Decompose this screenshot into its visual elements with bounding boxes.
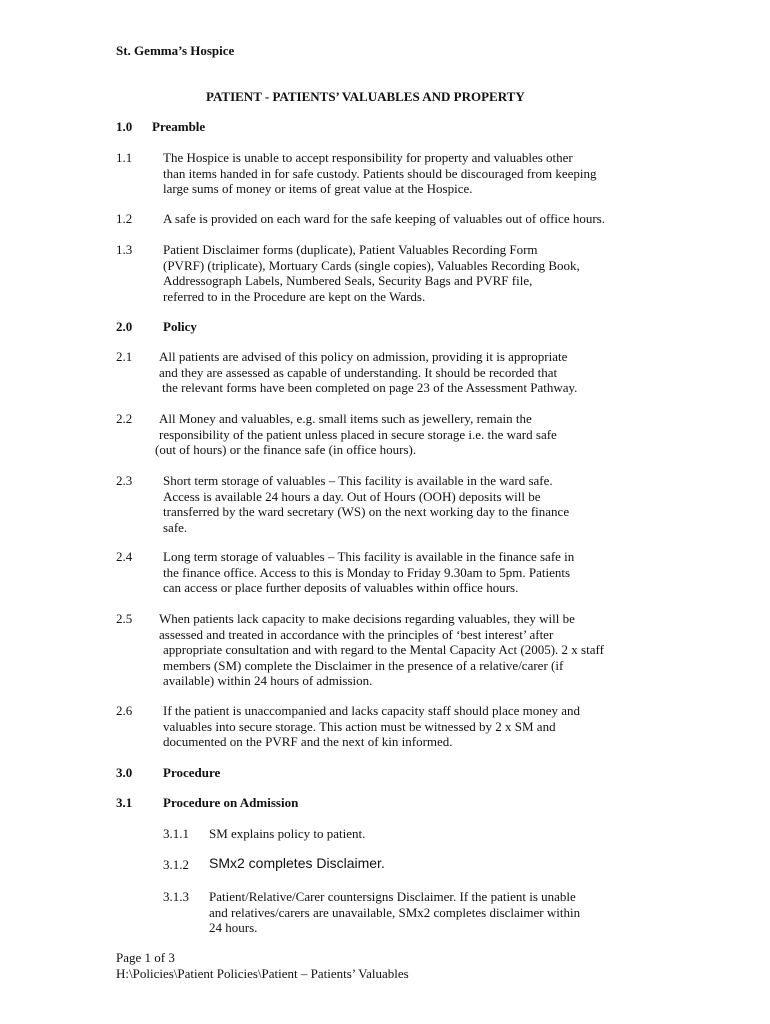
- section-number: 2.0: [116, 319, 133, 334]
- subclause-number: 3.1.3: [163, 889, 189, 904]
- clause-line: If the patient is unaccompanied and lacks capacity staff should place money and: [163, 703, 581, 718]
- clause-line: (out of hours) or the finance safe (in office hours).: [155, 442, 417, 457]
- clause-line: (PVRF) (triplicate), Mortuary Cards (single copies), Valuables Recording Book,: [163, 257, 580, 273]
- clause-number: 2.1: [116, 349, 133, 364]
- organisation-header: St. Gemma’s Hospice: [116, 43, 235, 58]
- clause-text: [163, 211, 605, 227]
- page-number: Page 1 of 3: [116, 950, 175, 965]
- section-number: 1.0: [116, 119, 133, 134]
- clause-line: and they are assessed as capable of understanding. It should be recorded that: [159, 364, 558, 380]
- section-number: 3.0: [116, 765, 133, 780]
- subclause-line: SM explains policy to patient.: [209, 826, 366, 841]
- subclause-line: and relatives/carers are unavailable, SMx2 completes disclaimer within: [209, 904, 581, 920]
- clause-line: safe.: [163, 519, 188, 535]
- clause-line: All patients are advised of this policy on admission, providing it is appropriate: [159, 349, 568, 364]
- subclause-number: 3.1.2: [163, 857, 189, 872]
- clause-line: than items handed in for safe custody. Patients should be discouraged from keeping: [163, 165, 597, 181]
- subclause-text: [209, 856, 385, 872]
- clause-line: Short term storage of valuables – This facility is available in the ward safe.: [163, 473, 553, 488]
- document-title: PATIENT - PATIENTS’ VALUABLES AND PROPERTY: [206, 89, 525, 104]
- section-heading-policy: Policy: [163, 319, 197, 334]
- subclause-line: Patient/Relative/Carer countersigns Disclaimer. If the patient is unable: [209, 889, 576, 904]
- clause-line: A safe is provided on each ward for the safe keeping of valuables out of office hours.: [163, 211, 605, 226]
- clause-number: 1.2: [116, 211, 133, 226]
- clause-line: the relevant forms have been completed on page 23 of the Assessment Pathway.: [162, 380, 578, 395]
- clause-line: can access or place further deposits of valuables within office hours.: [163, 580, 519, 595]
- clause-number: 1.3: [116, 242, 133, 257]
- clause-text: [159, 349, 577, 396]
- subclause-text: [209, 889, 580, 936]
- clause-number: 2.2: [116, 411, 133, 426]
- clause-line: documented on the PVRF and the next of kin informed.: [163, 734, 453, 749]
- clause-text: [163, 473, 569, 535]
- subclause-number: 3.1.1: [163, 826, 189, 841]
- clause-line: valuables into secure storage. This action must be witnessed by 2 x SM and: [163, 718, 556, 734]
- clause-line: Long term storage of valuables – This facility is available in the finance safe in: [163, 549, 575, 564]
- clause-number: 2.3: [116, 473, 133, 488]
- clause-line: the finance office. Access to this is Monday to Friday 9.30am to 5pm. Patients: [163, 564, 571, 580]
- clause-line: members (SM) complete the Disclaimer in the presence of a relative/carer (if: [163, 657, 564, 673]
- subclause-text: [209, 826, 365, 842]
- file-path: H:\Policies\Patient Policies\Patient – Patients’ Valuables: [116, 966, 409, 981]
- clause-number: 1.1: [116, 150, 133, 165]
- clause-line: assessed and treated in accordance with the principles of ‘best interest’ after: [159, 626, 554, 642]
- clause-line: All Money and valuables, e.g. small items such as jewellery, remain the: [159, 411, 532, 426]
- subclause-line: SMx2 completes Disclaimer.: [209, 855, 385, 871]
- clause-line: Addressograph Labels, Numbered Seals, Security Bags and PVRF file,: [163, 273, 533, 288]
- subclause-line: 24 hours.: [209, 920, 258, 935]
- clause-line: The Hospice is unable to accept responsibility for property and valuables other: [163, 150, 573, 165]
- clause-text: [163, 703, 580, 750]
- clause-text: [163, 549, 574, 596]
- clause-text: [159, 611, 604, 689]
- clause-number: 2.4: [116, 549, 133, 564]
- clause-line: transferred by the ward secretary (WS) on the next working day to the finance: [163, 504, 570, 519]
- clause-line: large sums of money or items of great value at the Hospice.: [163, 181, 473, 196]
- clause-line: Access is available 24 hours a day. Out of Hours (OOH) deposits will be: [163, 488, 541, 504]
- clause-text: [155, 411, 557, 458]
- clause-line: available) within 24 hours of admission.: [163, 673, 373, 688]
- clause-line: Patient Disclaimer forms (duplicate), Patient Valuables Recording Form: [163, 242, 538, 257]
- clause-number: 2.6: [116, 703, 133, 718]
- clause-text: [163, 242, 580, 304]
- clause-line: appropriate consultation and with regard to the Mental Capacity Act (2005). 2 x staff: [163, 642, 604, 657]
- section-heading-procedure: Procedure: [163, 765, 221, 780]
- clause-line: When patients lack capacity to make decisions regarding valuables, they will be: [159, 611, 575, 626]
- clause-line: responsibility of the patient unless placed in secure storage i.e. the ward safe: [159, 426, 557, 442]
- clause-text: [163, 150, 596, 197]
- clause-line: referred to in the Procedure are kept on the Wards.: [163, 288, 426, 304]
- subsection-heading-admission: Procedure on Admission: [163, 795, 299, 810]
- section-heading-preamble: Preamble: [152, 119, 206, 134]
- subsection-number: 3.1: [116, 795, 133, 810]
- clause-number: 2.5: [116, 611, 133, 626]
